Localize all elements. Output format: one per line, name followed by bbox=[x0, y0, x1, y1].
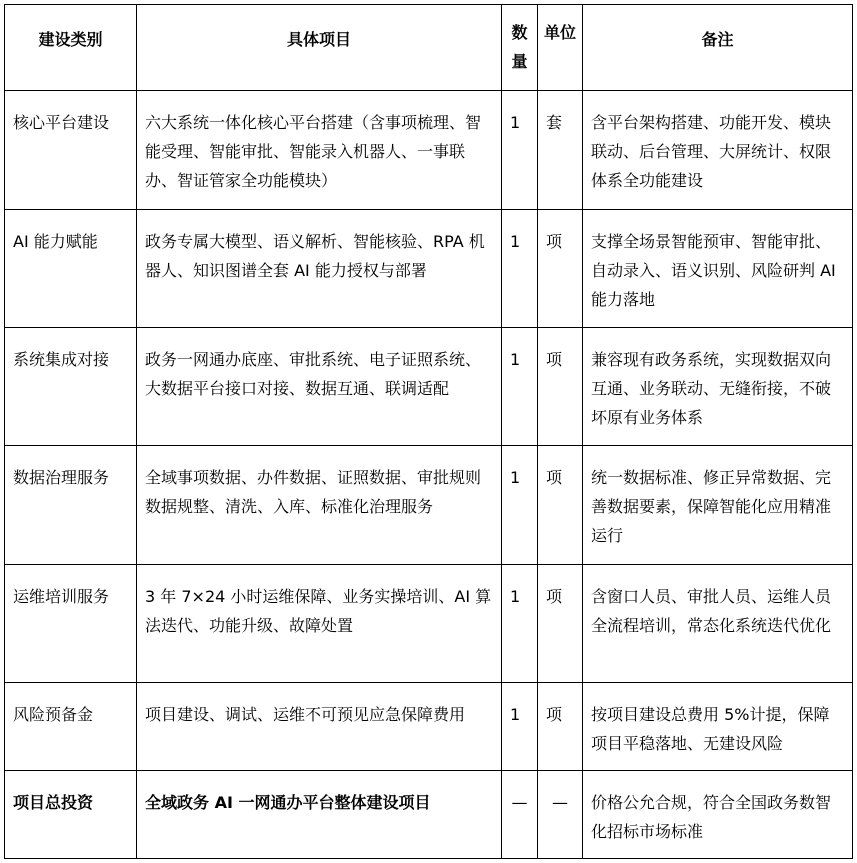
table-row bbox=[5, 446, 853, 565]
total-qty: — bbox=[502, 771, 538, 859]
header-category: 建设类别 bbox=[5, 5, 137, 91]
row-qty: 1 bbox=[502, 91, 538, 210]
row-qty: 1 bbox=[502, 683, 538, 771]
row-category: 运维培训服务 bbox=[5, 565, 137, 683]
header-qty: 数量 bbox=[502, 5, 538, 91]
row-qty: 1 bbox=[502, 328, 538, 446]
total-category: 项目总投资 bbox=[5, 771, 137, 859]
total-note: 价格公允合规，符合全国政务数智化招标市场标准 bbox=[583, 771, 853, 859]
total-unit: — bbox=[538, 771, 583, 859]
row-qty: 1 bbox=[502, 565, 538, 683]
row-item: 全域事项数据、办件数据、证照数据、审批规则数据规整、清洗、入库、标准化治理服务 bbox=[137, 446, 502, 565]
row-note: 兼容现有政务系统，实现数据双向互通、业务联动、无缝衔接，不破坏原有业务体系 bbox=[583, 328, 853, 446]
row-category: 核心平台建设 bbox=[5, 91, 137, 210]
row-note: 统一数据标准、修正异常数据、完善数据要素，保障智能化应用精准运行 bbox=[583, 446, 853, 565]
row-unit: 项 bbox=[538, 683, 583, 771]
row-unit: 项 bbox=[538, 210, 583, 328]
row-note: 按项目建设总费用 5%计提，保障项目平稳落地、无建设风险 bbox=[583, 683, 853, 771]
table-row bbox=[5, 328, 853, 446]
header-note: 备注 bbox=[583, 5, 853, 91]
header-item: 具体项目 bbox=[137, 5, 502, 91]
table-row bbox=[5, 683, 853, 771]
row-note: 含窗口人员、审批人员、运维人员全流程培训，常态化系统迭代优化 bbox=[583, 565, 853, 683]
row-item: 3 年 7×24 小时运维保障、业务实操培训、AI 算法迭代、功能升级、故障处置 bbox=[137, 565, 502, 683]
row-item: 政务一网通办底座、审批系统、电子证照系统、大数据平台接口对接、数据互通、联调适配 bbox=[137, 328, 502, 446]
table-row bbox=[5, 565, 853, 683]
row-unit: 项 bbox=[538, 446, 583, 565]
header-unit: 单位 bbox=[538, 5, 583, 91]
row-item: 政务专属大模型、语义解析、智能核验、RPA 机器人、知识图谱全套 AI 能力授权与部署 bbox=[137, 210, 502, 328]
row-note: 含平台架构搭建、功能开发、模块联动、后台管理、大屏统计、权限体系全功能建设 bbox=[583, 91, 853, 210]
row-category: 数据治理服务 bbox=[5, 446, 137, 565]
row-qty: 1 bbox=[502, 446, 538, 565]
table-row bbox=[5, 210, 853, 328]
row-unit: 套 bbox=[538, 91, 583, 210]
row-item: 六大系统一体化核心平台搭建（含事项梳理、智能受理、智能审批、智能录入机器人、一事联办、智证管家全功能模块） bbox=[137, 91, 502, 210]
total-item: 全域政务 AI 一网通办平台整体建设项目 bbox=[137, 771, 502, 859]
table-header-row bbox=[5, 5, 853, 91]
total-row bbox=[5, 771, 853, 859]
investment-table bbox=[4, 4, 853, 859]
row-category: AI 能力赋能 bbox=[5, 210, 137, 328]
row-category: 系统集成对接 bbox=[5, 328, 137, 446]
row-category: 风险预备金 bbox=[5, 683, 137, 771]
row-note: 支撑全场景智能预审、智能审批、自动录入、语义识别、风险研判 AI 能力落地 bbox=[583, 210, 853, 328]
table-row bbox=[5, 91, 853, 210]
row-item: 项目建设、调试、运维不可预见应急保障费用 bbox=[137, 683, 502, 771]
row-unit: 项 bbox=[538, 565, 583, 683]
row-qty: 1 bbox=[502, 210, 538, 328]
row-unit: 项 bbox=[538, 328, 583, 446]
